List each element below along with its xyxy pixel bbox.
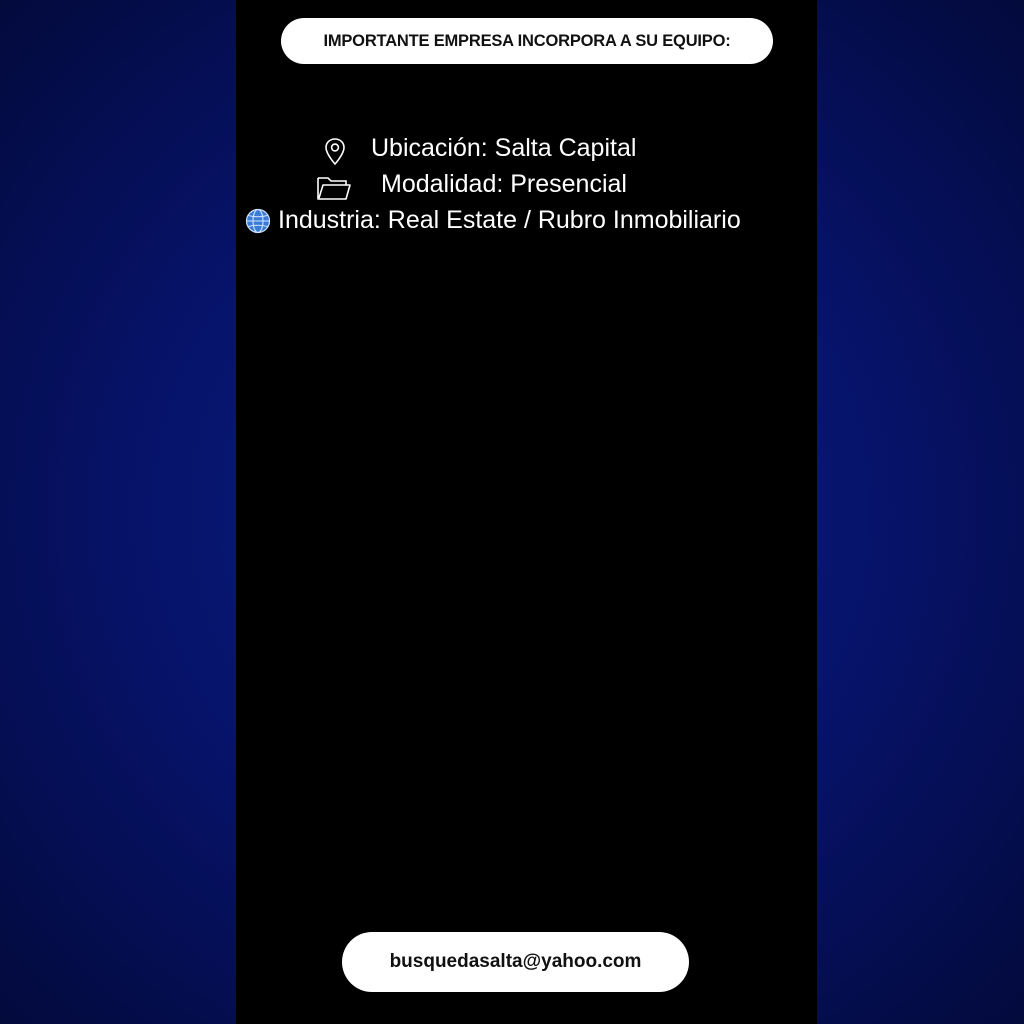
location-pin-icon	[323, 137, 347, 172]
email-text[interactable]: busquedasalta@yahoo.com	[389, 951, 642, 972]
description-line: comercialización.	[258, 604, 408, 627]
banner-text: IMPORTANTE EMPRESA INCORPORA A SU EQUIPO:	[323, 31, 731, 50]
globe-icon	[245, 208, 271, 239]
reference-text: Ref: Coordinador Comercial	[413, 902, 640, 921]
deadline-label: Fecha límite de postulación:	[378, 769, 675, 794]
requirement-item: Conocimiento del mercado inmobiliario de Salta y alrededores	[281, 454, 798, 506]
description-line: Ofrecemos excelentes condiciones de contratación.	[258, 694, 705, 717]
requirements-title: Requisitos:	[246, 272, 366, 297]
requirement-item: • Experiencia mínima de 5 años en roles comerciales dentro del rubro inmobiliario / real estate (excluyente).	[264, 304, 798, 363]
job-title: Coordinador Comercial	[385, 74, 668, 102]
industry-text: Industria: Real Estate / Rubro Inmobiliario	[278, 206, 741, 234]
description-paragraph	[258, 570, 813, 751]
description-line: Marcado perfil comercial, orientacion a resultados y	[258, 634, 704, 657]
email-link[interactable]	[342, 932, 689, 992]
deadline-date: 15/06/2025	[471, 802, 582, 827]
requirement-item: • Excelente capacidad de liderazgo, negociación y comunicación.	[264, 393, 798, 452]
description-line: capacidad de toma de deciones.	[258, 664, 539, 687]
send-cv-label: Enviá tu CV indicando:	[406, 867, 647, 892]
modality-text: Modalidad: Presencial	[381, 170, 627, 198]
banner-pill	[281, 18, 773, 64]
requirement-item: • Idioma: Ingles – (excluyente).	[264, 363, 798, 393]
description-line: Orientamos nuestra búsqueda hacia profesionales en	[258, 574, 721, 596]
description-line: Posibilidad de relocalización	[258, 725, 503, 748]
requirements-list	[264, 304, 798, 511]
location-text: Ubicación: Salta Capital	[371, 134, 637, 162]
folder-icon	[316, 174, 352, 207]
